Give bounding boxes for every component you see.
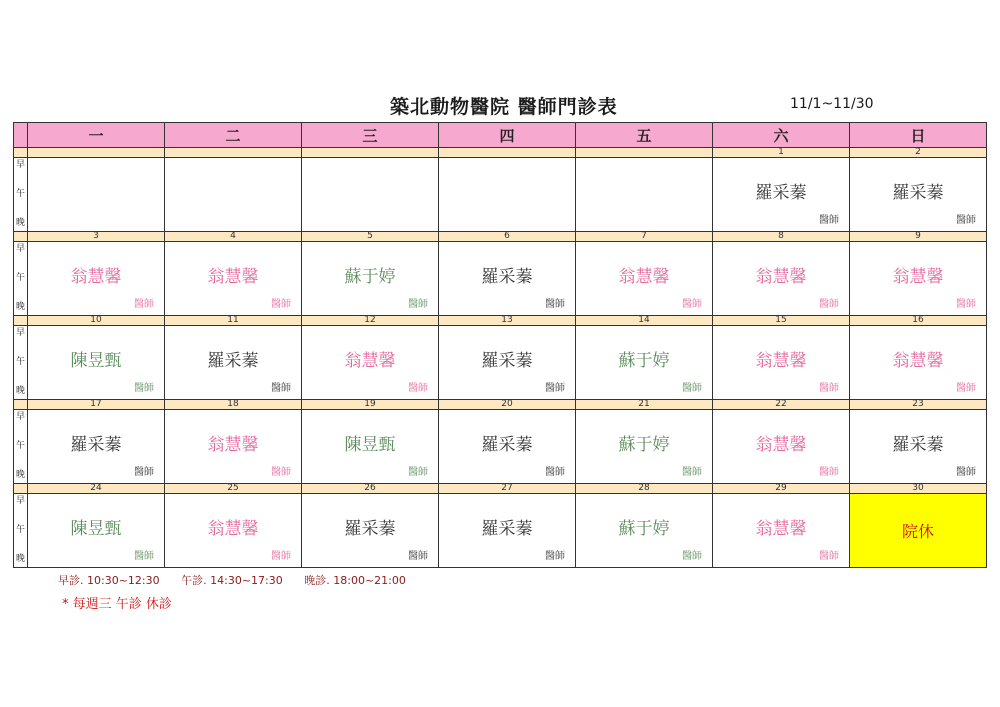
day-number: 13 xyxy=(439,316,576,326)
weekday-header: 日 xyxy=(850,123,987,148)
day-number-spacer xyxy=(14,316,28,326)
session-label: 晚 xyxy=(15,554,25,564)
day-cell xyxy=(302,326,439,400)
doctor-title: 醫師 xyxy=(134,299,154,310)
doctor-name: 翁慧馨 xyxy=(344,351,396,371)
session-label: 晚 xyxy=(15,218,25,228)
day-number: 8 xyxy=(713,232,850,242)
afternoon-hours: 午診. 14:30~17:30 xyxy=(181,574,283,587)
doctor-name: 翁慧馨 xyxy=(618,267,670,287)
session-label: 午 xyxy=(15,189,25,199)
doctor-name: 翁慧馨 xyxy=(892,351,944,371)
doctor-title: 醫師 xyxy=(819,383,839,394)
day-number-spacer xyxy=(14,484,28,494)
session-label: 晚 xyxy=(15,470,25,480)
week-row xyxy=(14,242,987,316)
doctor-name: 羅采蓁 xyxy=(344,519,396,539)
session-label: 早 xyxy=(15,328,25,338)
doctor-name: 翁慧馨 xyxy=(207,267,259,287)
weekday-header-row xyxy=(14,123,987,148)
weekday-header: 一 xyxy=(28,123,165,148)
closed-label: 院休 xyxy=(901,522,934,541)
day-number: 14 xyxy=(576,316,713,326)
day-number: 30 xyxy=(850,484,987,494)
day-cell xyxy=(439,158,576,232)
session-label: 午 xyxy=(15,357,25,367)
doctor-name: 羅采蓁 xyxy=(207,351,259,371)
day-number: 17 xyxy=(28,400,165,410)
session-label: 午 xyxy=(15,525,25,535)
doctor-name: 羅采蓁 xyxy=(481,267,533,287)
session-labels xyxy=(14,494,28,568)
day-number-row xyxy=(14,400,987,410)
session-label: 午 xyxy=(15,273,25,283)
day-cell xyxy=(576,410,713,484)
day-number: 21 xyxy=(576,400,713,410)
session-labels xyxy=(14,158,28,232)
day-cell xyxy=(576,326,713,400)
doctor-title: 醫師 xyxy=(956,383,976,394)
day-cell xyxy=(28,242,165,316)
doctor-title: 醫師 xyxy=(545,299,565,310)
day-number: 3 xyxy=(28,232,165,242)
doctor-name: 蘇于婷 xyxy=(344,267,396,287)
day-cell xyxy=(713,410,850,484)
weekday-header: 六 xyxy=(713,123,850,148)
date-range: 11/1~11/30 xyxy=(790,96,874,112)
day-number xyxy=(439,148,576,158)
doctor-name: 翁慧馨 xyxy=(755,267,807,287)
day-cell xyxy=(576,158,713,232)
doctor-name: 蘇于婷 xyxy=(618,351,670,371)
day-number: 29 xyxy=(713,484,850,494)
closure-note: * 每週三 午診 休診 xyxy=(62,597,172,612)
session-label: 早 xyxy=(15,244,25,254)
week-row xyxy=(14,494,987,568)
doctor-title: 醫師 xyxy=(819,299,839,310)
day-cell xyxy=(302,158,439,232)
day-cell xyxy=(28,326,165,400)
day-number: 22 xyxy=(713,400,850,410)
session-label: 晚 xyxy=(15,386,25,396)
day-cell xyxy=(28,494,165,568)
doctor-name: 翁慧馨 xyxy=(207,519,259,539)
day-number: 5 xyxy=(302,232,439,242)
day-cell xyxy=(165,326,302,400)
session-label: 晚 xyxy=(15,302,25,312)
day-cell xyxy=(302,410,439,484)
doctor-title: 醫師 xyxy=(408,383,428,394)
doctor-name: 羅采蓁 xyxy=(481,519,533,539)
day-number: 20 xyxy=(439,400,576,410)
day-number: 6 xyxy=(439,232,576,242)
day-cell xyxy=(439,494,576,568)
doctor-name: 翁慧馨 xyxy=(755,351,807,371)
day-cell xyxy=(439,326,576,400)
day-number: 12 xyxy=(302,316,439,326)
doctor-title: 醫師 xyxy=(819,467,839,478)
doctor-title: 醫師 xyxy=(682,467,702,478)
doctor-title: 醫師 xyxy=(271,299,291,310)
day-number-spacer xyxy=(14,232,28,242)
day-number: 28 xyxy=(576,484,713,494)
session-label: 午 xyxy=(15,441,25,451)
day-number-spacer xyxy=(14,148,28,158)
doctor-name: 翁慧馨 xyxy=(755,519,807,539)
session-labels xyxy=(14,242,28,316)
page-title: 築北動物醫院 醫師門診表 xyxy=(390,96,618,118)
session-labels xyxy=(14,410,28,484)
doctor-name: 翁慧馨 xyxy=(207,435,259,455)
doctor-title: 醫師 xyxy=(134,383,154,394)
day-number: 1 xyxy=(713,148,850,158)
day-number: 23 xyxy=(850,400,987,410)
day-cell xyxy=(165,158,302,232)
day-number-row xyxy=(14,232,987,242)
day-cell xyxy=(850,242,987,316)
doctor-name: 羅采蓁 xyxy=(70,435,122,455)
morning-hours: 早診. 10:30~12:30 xyxy=(58,574,160,587)
week-row xyxy=(14,410,987,484)
day-cell xyxy=(576,494,713,568)
doctor-title: 醫師 xyxy=(545,383,565,394)
doctor-name: 羅采蓁 xyxy=(481,351,533,371)
day-cell xyxy=(713,326,850,400)
day-cell xyxy=(439,410,576,484)
day-cell xyxy=(850,326,987,400)
week-row xyxy=(14,326,987,400)
day-number: 16 xyxy=(850,316,987,326)
doctor-name: 蘇于婷 xyxy=(618,435,670,455)
day-cell xyxy=(850,410,987,484)
day-number: 2 xyxy=(850,148,987,158)
day-cell xyxy=(165,494,302,568)
day-cell xyxy=(850,494,987,568)
day-cell xyxy=(439,242,576,316)
day-number-row xyxy=(14,148,987,158)
day-number: 9 xyxy=(850,232,987,242)
day-number xyxy=(302,148,439,158)
doctor-title: 醫師 xyxy=(682,299,702,310)
doctor-title: 醫師 xyxy=(682,551,702,562)
doctor-name: 羅采蓁 xyxy=(892,183,944,203)
day-number: 11 xyxy=(165,316,302,326)
day-cell xyxy=(302,494,439,568)
day-number: 25 xyxy=(165,484,302,494)
day-number xyxy=(165,148,302,158)
doctor-title: 醫師 xyxy=(134,551,154,562)
day-cell xyxy=(713,242,850,316)
day-number: 7 xyxy=(576,232,713,242)
day-number-row xyxy=(14,484,987,494)
day-number xyxy=(576,148,713,158)
doctor-name: 羅采蓁 xyxy=(481,435,533,455)
weekday-header: 四 xyxy=(439,123,576,148)
doctor-name: 蘇于婷 xyxy=(618,519,670,539)
day-cell xyxy=(28,410,165,484)
doctor-title: 醫師 xyxy=(408,299,428,310)
day-number: 19 xyxy=(302,400,439,410)
doctor-title: 醫師 xyxy=(545,551,565,562)
day-number-row xyxy=(14,316,987,326)
doctor-title: 醫師 xyxy=(545,467,565,478)
schedule-table xyxy=(13,122,987,568)
day-number: 26 xyxy=(302,484,439,494)
weekday-header: 三 xyxy=(302,123,439,148)
header-corner xyxy=(14,123,28,148)
day-cell xyxy=(713,158,850,232)
clinic-hours xyxy=(58,572,424,588)
doctor-name: 陳昱甄 xyxy=(70,351,122,371)
week-row xyxy=(14,158,987,232)
day-number-spacer xyxy=(14,400,28,410)
weekday-header: 五 xyxy=(576,123,713,148)
evening-hours: 晚診. 18:00~21:00 xyxy=(304,574,406,587)
session-labels xyxy=(14,326,28,400)
day-cell xyxy=(713,494,850,568)
session-label: 早 xyxy=(15,412,25,422)
doctor-name: 翁慧馨 xyxy=(755,435,807,455)
session-label: 早 xyxy=(15,496,25,506)
day-cell xyxy=(302,242,439,316)
session-label: 早 xyxy=(15,160,25,170)
day-number: 15 xyxy=(713,316,850,326)
day-cell xyxy=(28,158,165,232)
day-cell xyxy=(165,410,302,484)
doctor-title: 醫師 xyxy=(956,467,976,478)
day-number: 24 xyxy=(28,484,165,494)
doctor-title: 醫師 xyxy=(682,383,702,394)
day-number: 4 xyxy=(165,232,302,242)
doctor-title: 醫師 xyxy=(271,383,291,394)
doctor-name: 翁慧馨 xyxy=(70,267,122,287)
day-cell xyxy=(165,242,302,316)
weekday-header: 二 xyxy=(165,123,302,148)
doctor-title: 醫師 xyxy=(408,467,428,478)
doctor-title: 醫師 xyxy=(956,215,976,226)
doctor-title: 醫師 xyxy=(819,551,839,562)
day-number: 10 xyxy=(28,316,165,326)
day-cell xyxy=(576,242,713,316)
day-number: 18 xyxy=(165,400,302,410)
doctor-title: 醫師 xyxy=(408,551,428,562)
doctor-name: 陳昱甄 xyxy=(70,519,122,539)
doctor-title: 醫師 xyxy=(134,467,154,478)
doctor-title: 醫師 xyxy=(271,467,291,478)
doctor-title: 醫師 xyxy=(271,551,291,562)
doctor-name: 羅采蓁 xyxy=(755,183,807,203)
day-number: 27 xyxy=(439,484,576,494)
day-number xyxy=(28,148,165,158)
doctor-name: 羅采蓁 xyxy=(892,435,944,455)
doctor-title: 醫師 xyxy=(819,215,839,226)
doctor-title: 醫師 xyxy=(956,299,976,310)
doctor-name: 翁慧馨 xyxy=(892,267,944,287)
doctor-name: 陳昱甄 xyxy=(344,435,396,455)
day-cell xyxy=(850,158,987,232)
